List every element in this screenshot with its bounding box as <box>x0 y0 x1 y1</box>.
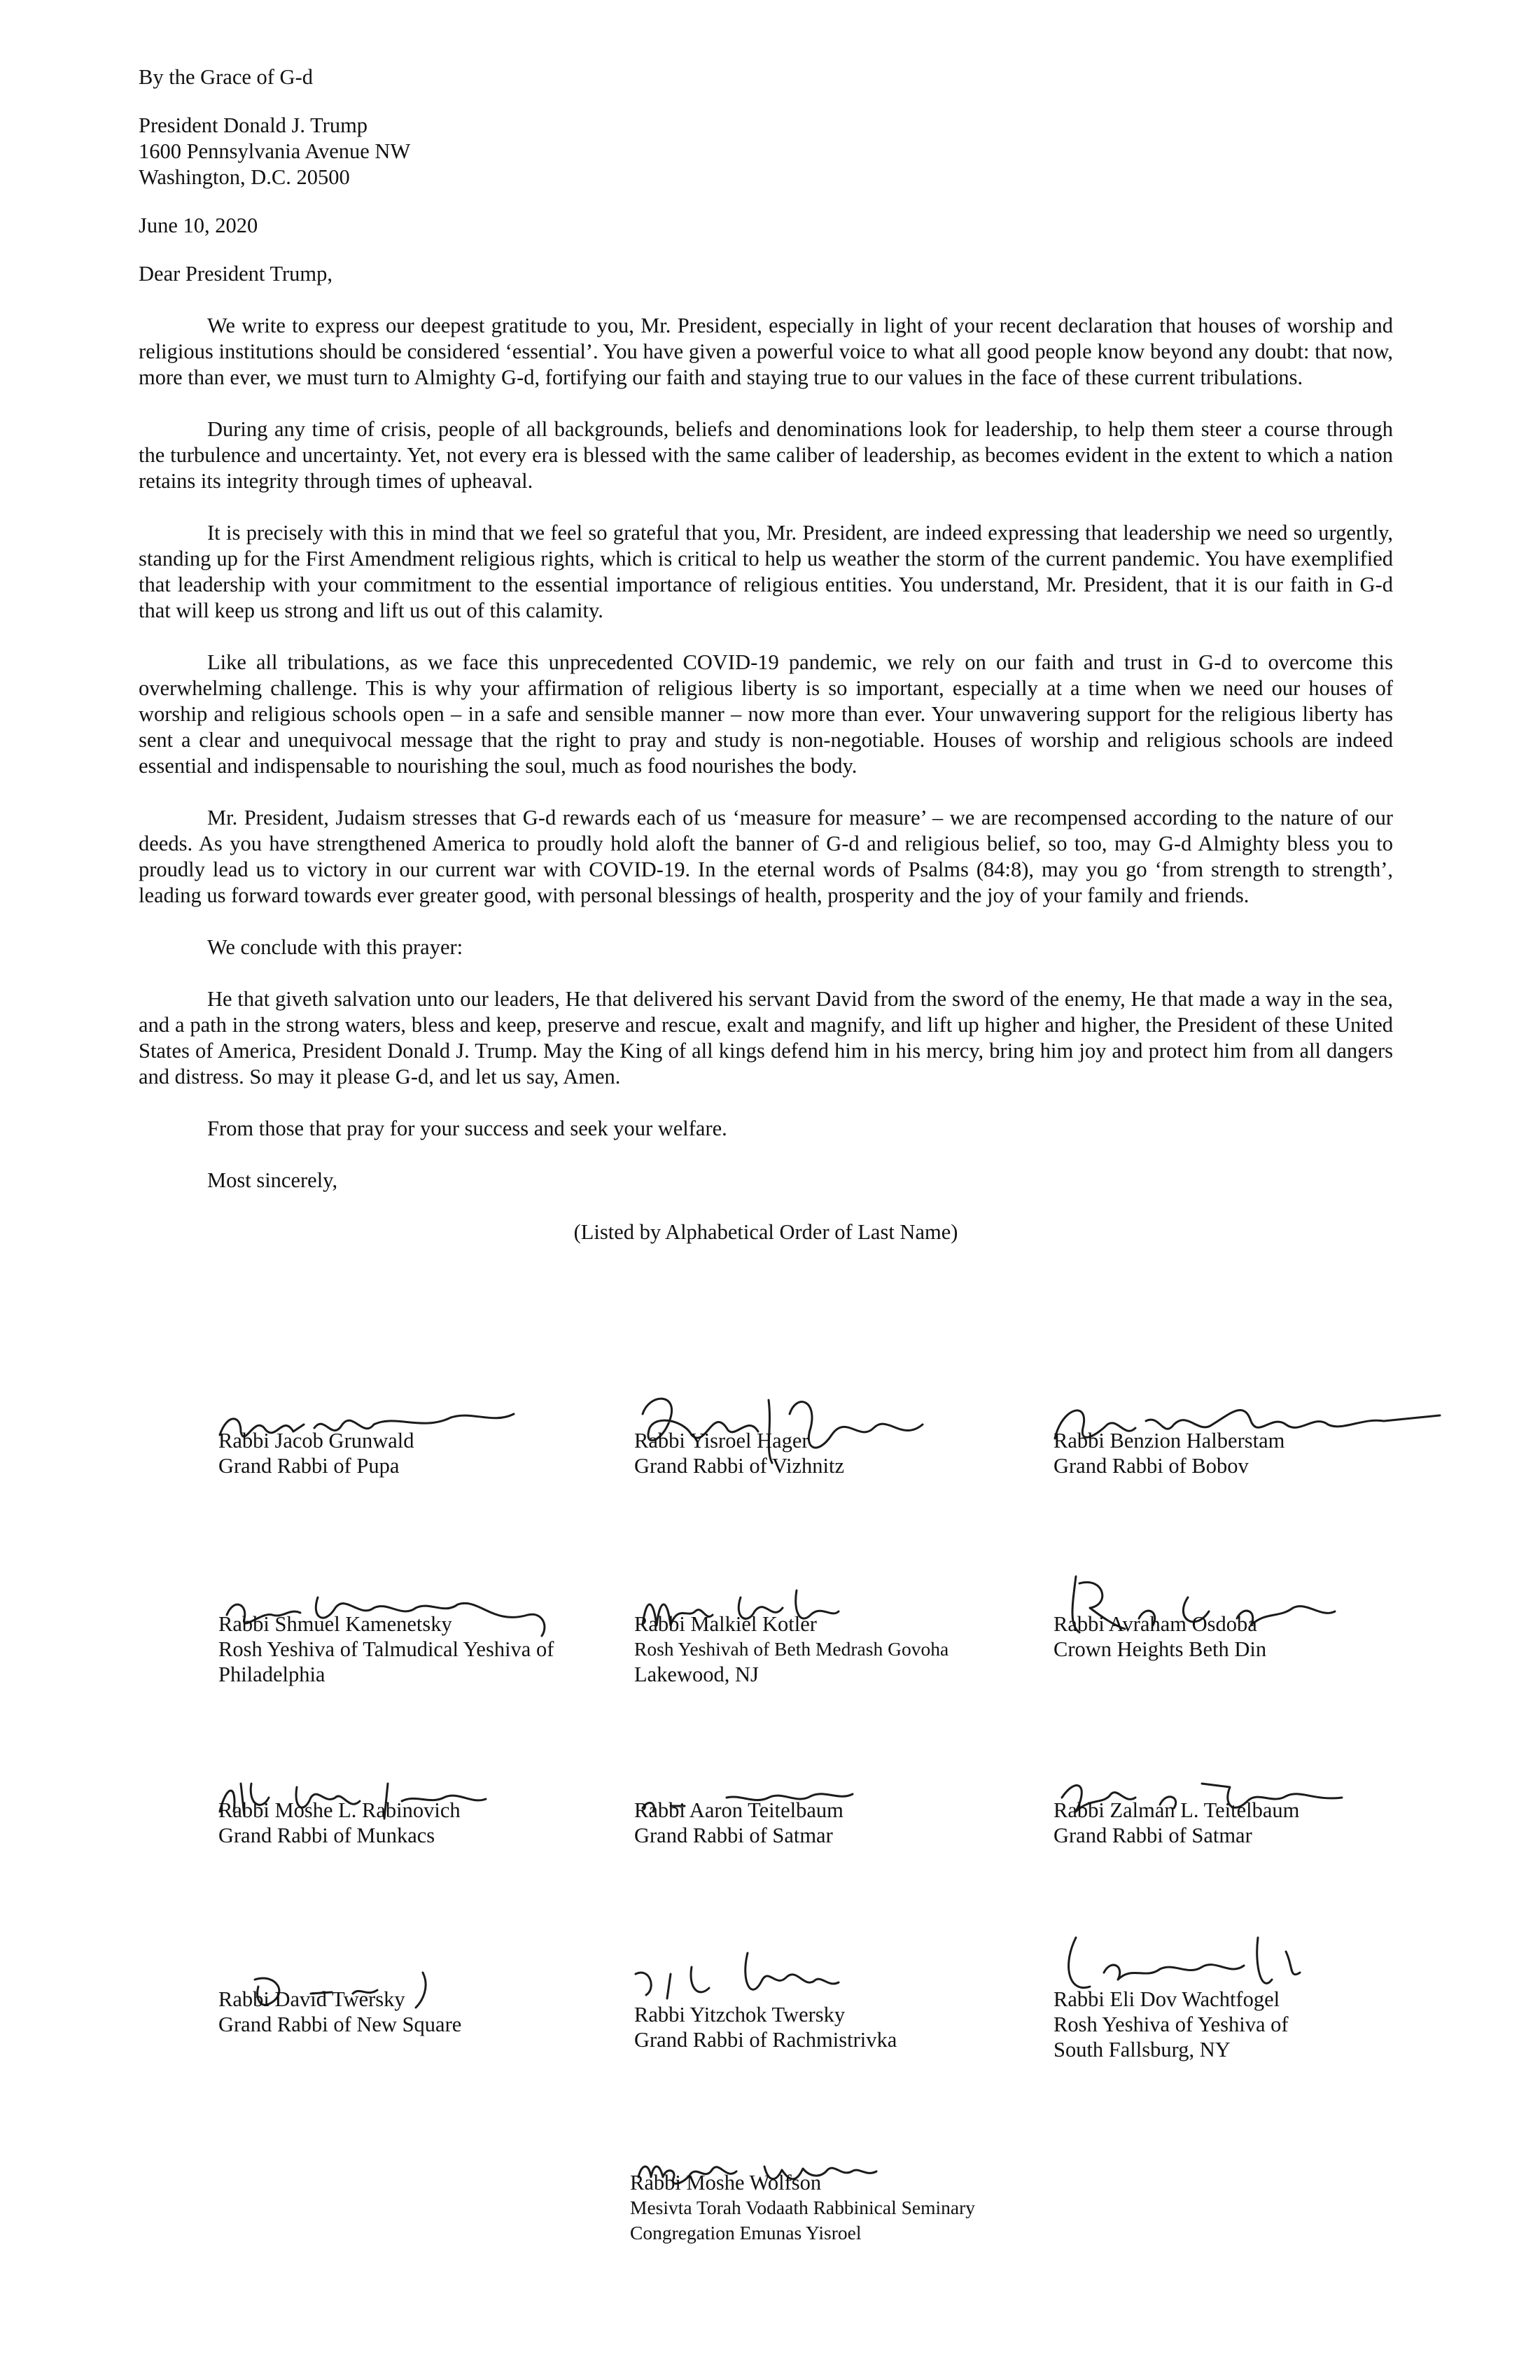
signature-block <box>1054 1611 1488 1662</box>
signatory-name: Rabbi Benzion Halberstam <box>1054 1429 1285 1452</box>
signatory-name: Rabbi Zalman L. Teitelbaum <box>1054 1798 1300 1822</box>
letter-text <box>139 64 1393 1245</box>
paragraph-covid: Like all tribulations, as we face this unprecedented COVID-19 pandemic, we rely on our faith and trust in G-d to overcome this overwhelming challenge. This is why your affirmation of religious liberty is so important, especially at a time when we need our houses of worship and religious schools open – in a safe and sensible manner – now more than ever. Your unwavering support for the religious liberty has sent a clear and unequivocal message that the right to pray and study is non-negotiable. Houses of worship and religious schools are indeed essential and indispensable to nourishing the soul, much as food nourishes the body. <box>139 650 1393 778</box>
signatory-name: Rabbi Moshe Wolfson <box>630 2171 822 2194</box>
signature-block <box>634 1611 1068 1687</box>
signatory-name: Rabbi Malkiel Kotler <box>634 1612 817 1636</box>
signature-block <box>634 2002 1068 2052</box>
signature-block <box>630 2170 1064 2246</box>
signatory-title: Mesivta Torah Vodaath Rabbinical Seminary <box>630 2197 975 2218</box>
recipient-address-2: Washington, D.C. 20500 <box>139 165 350 189</box>
signatory-name: Rabbi Eli Dov Wachtfogel <box>1054 1987 1280 2011</box>
signature-block <box>1054 1798 1488 1848</box>
paragraph-leadership: It is precisely with this in mind that we feel so grateful that you, Mr. President, are indeed expressing that leadership we need so urgently, standing up for the First Amendment religious rights, which is critical to help us weather the storm of the current pandemic. You have exemplified that leadership with your commitment to the essential importance of religious entities. You understand, Mr. President, that it is our faith in G-d that will keep us strong and lift us out of this calamity. <box>139 521 1393 622</box>
paragraph-gratitude: We write to express our deepest gratitude to you, Mr. President, especially in light of your recent declaration that houses of worship and religious institutions should be considered ‘essential’. You have given a powerful voice to what all good people know beyond any doubt: that now, more than ever, we must turn to Almighty G-d, fortifying our faith and staying true to our values in the face of these current tribulations. <box>139 314 1393 389</box>
signoff: Most sincerely, <box>207 1168 338 1192</box>
recipient-name: President Donald J. Trump <box>139 113 368 137</box>
blessing-line: By the Grace of G-d <box>139 65 313 89</box>
signatory-name: Rabbi Jacob Grunwald <box>218 1429 414 1452</box>
signature-block <box>634 1798 1068 1848</box>
signatory-name: Rabbi Yisroel Hager <box>634 1429 809 1452</box>
closing-line: From those that pray for your success and seek your welfare. <box>207 1116 727 1140</box>
signatory-name: Rabbi Moshe L. Rabinovich <box>218 1798 461 1822</box>
signatory-title-line-2: Philadelphia <box>218 1662 326 1686</box>
signatory-title: Rosh Yeshivah of Beth Medrash Govoha <box>634 1638 949 1660</box>
signature-block <box>218 1611 652 1687</box>
greeting: Dear President Trump, <box>139 262 333 286</box>
signatory-name: Rabbi Aaron Teitelbaum <box>634 1798 844 1822</box>
signatory-title: Crown Heights Beth Din <box>1054 1637 1267 1661</box>
prayer-intro: We conclude with this prayer: <box>207 935 463 959</box>
signature-block <box>218 1987 652 2037</box>
signature-block <box>218 1798 652 1848</box>
signature-block <box>218 1428 652 1478</box>
signatory-title: Grand Rabbi of Bobov <box>1054 1454 1249 1478</box>
signature-block <box>1054 1428 1488 1478</box>
signatory-title: Rosh Yeshiva of Talmudical Yeshiva of <box>218 1637 554 1661</box>
signatory-title: Grand Rabbi of Satmar <box>634 1823 833 1847</box>
recipient-address-1: 1600 Pennsylvania Avenue NW <box>139 139 411 163</box>
signatory-title: Grand Rabbi of Munkacs <box>218 1823 435 1847</box>
letter-date: June 10, 2020 <box>139 214 258 237</box>
signatory-title-line-2: Lakewood, NJ <box>634 1662 759 1686</box>
signatory-title-line-2: Congregation Emunas Yisroel <box>630 2222 862 2244</box>
signatory-title: Rosh Yeshiva of Yeshiva of <box>1054 2012 1289 2036</box>
signature-block <box>1054 1987 1488 2062</box>
signatory-name: Rabbi Shmuel Kamenetsky <box>218 1612 452 1636</box>
signatory-name: Rabbi Avraham Osdoba <box>1054 1612 1257 1636</box>
signatory-title: Grand Rabbi of Satmar <box>1054 1823 1252 1847</box>
signatory-title-line-2: South Fallsburg, NY <box>1054 2038 1231 2062</box>
signatory-title: Grand Rabbi of New Square <box>218 2012 462 2036</box>
signatory-name: Rabbi David Twersky <box>218 1987 405 2011</box>
signatory-title: Grand Rabbi of Rachmistrivka <box>634 2028 897 2052</box>
listing-note: (Listed by Alphabetical Order of Last Name) <box>573 1220 958 1244</box>
signatory-title: Grand Rabbi of Pupa <box>218 1454 400 1478</box>
paragraph-measure: Mr. President, Judaism stresses that G-d rewards each of us ‘measure for measure’ – we are recompensed according to the nature of our deeds. As you have strengthened America to proudly hold aloft the banner of G-d and religious belief, so too, may G-d Almighty bless you to proudly lead us to victory in our current war with COVID-19. In the eternal words of Psalms (84:8), may you go ‘from strength to strength’, leading us forward towards ever greater good, with personal blessings of health, prosperity and the joy of your family and friends. <box>139 806 1393 907</box>
signatory-name: Rabbi Yitzchok Twersky <box>634 2003 846 2026</box>
signatory-title: Grand Rabbi of Vizhnitz <box>634 1454 844 1478</box>
signature-block <box>634 1428 1068 1478</box>
prayer-text: He that giveth salvation unto our leaders, He that delivered his servant David from the sword of the enemy, He that made a way in the sea, and a path in the strong waters, bless and keep, preserve and rescue, exalt and magnify, and lift up higher and higher, the President of these United States of America, President Donald J. Trump. May the King of all kings defend him in his mercy, bring him joy and protect him from all dangers and distress. So may it please G-d, and let us say, Amen. <box>139 987 1393 1088</box>
paragraph-crisis: During any time of crisis, people of all backgrounds, beliefs and denominations look for leadership, to help them steer a course through the turbulence and uncertainty. Yet, not every era is blessed with the same caliber of leadership, as becomes evident in the extent to which a nation retains its integrity through times of upheaval. <box>139 417 1393 493</box>
